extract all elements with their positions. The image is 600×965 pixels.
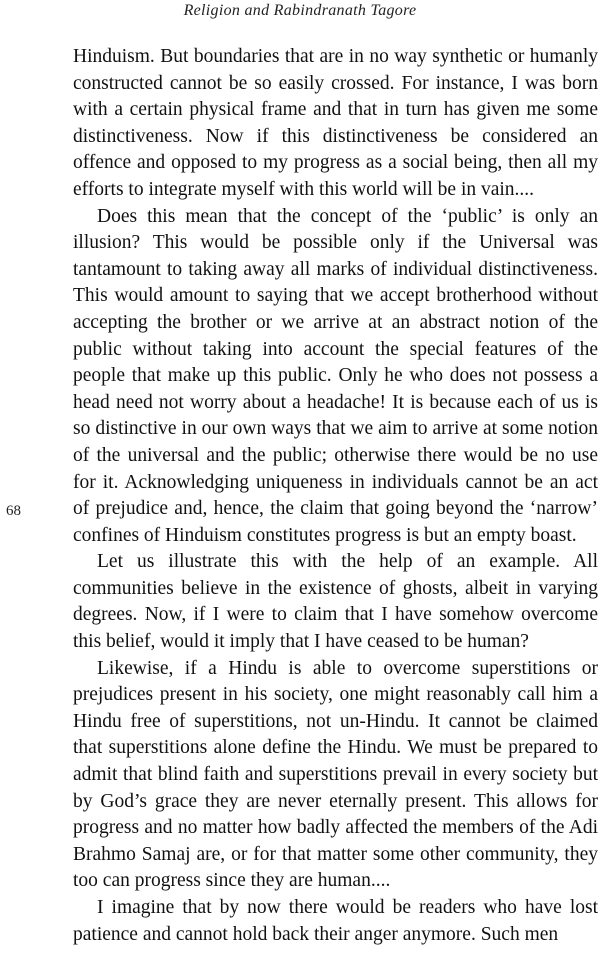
running-head: Religion and Rabindranath Tagore bbox=[183, 2, 417, 19]
paragraph: I imagine that by now there would be readers who have lost patience and cannot hold back their anger anymore. Such men bbox=[73, 897, 598, 945]
body-text bbox=[73, 44, 598, 948]
paragraph: Let us illustrate this with the help of an example. All communities believe in the existence of ghosts, albeit in varying degrees. Now, if I were to claim that I have somehow overcome this belief, would it imply that I have ceased to be human? bbox=[73, 551, 598, 653]
page-number: 68 bbox=[6, 503, 21, 519]
paragraph: Likewise, if a Hindu is able to overcome superstitions or prejudices present in his society, one might reasonably call him a Hindu free of superstitions, not un-Hindu. It cannot be claimed that superstitions alone define the Hindu. We must be prepared to admit that blind faith and superstitions prevail in every society but by God’s grace they are never eternally present. This allows for progress and no matter how badly affected the members of the Adi Brahmo Samaj are, or for that matter some other community, they too can progress since they are human.... bbox=[73, 657, 598, 892]
paragraph: Hinduism. But boundaries that are in no way synthetic or humanly constructed cannot be so easily crossed. For instance, I was born with a certain physical frame and that in turn has given me some distinctiveness. Now if this distinctiveness be considered an offence and opposed to my progress as a social being, then all my efforts to integrate myself with this world will be in vain.... bbox=[73, 46, 598, 200]
paragraph: Does this mean that the concept of the ‘public’ is only an illusion? This would be possible only if the Universal was tantamount to taking away all marks of individual distinctiveness. This would amount to saying that we accept brotherhood without accepting the brother or we arrive at an abstract notion of the public without taking into account the special features of the people that make up this public. Only he who does not possess a head need not worry about a headache! It is because each of us is so distinctive in our own ways that we aim to arrive at some notion of the universal and the public; otherwise there would be no use for it. Acknowledging uniqueness in individuals cannot be an act of prejudice and, hence, the claim that going beyond the ‘narrow’ confines of Hinduism constitutes progress is but an empty boast. bbox=[73, 205, 598, 546]
